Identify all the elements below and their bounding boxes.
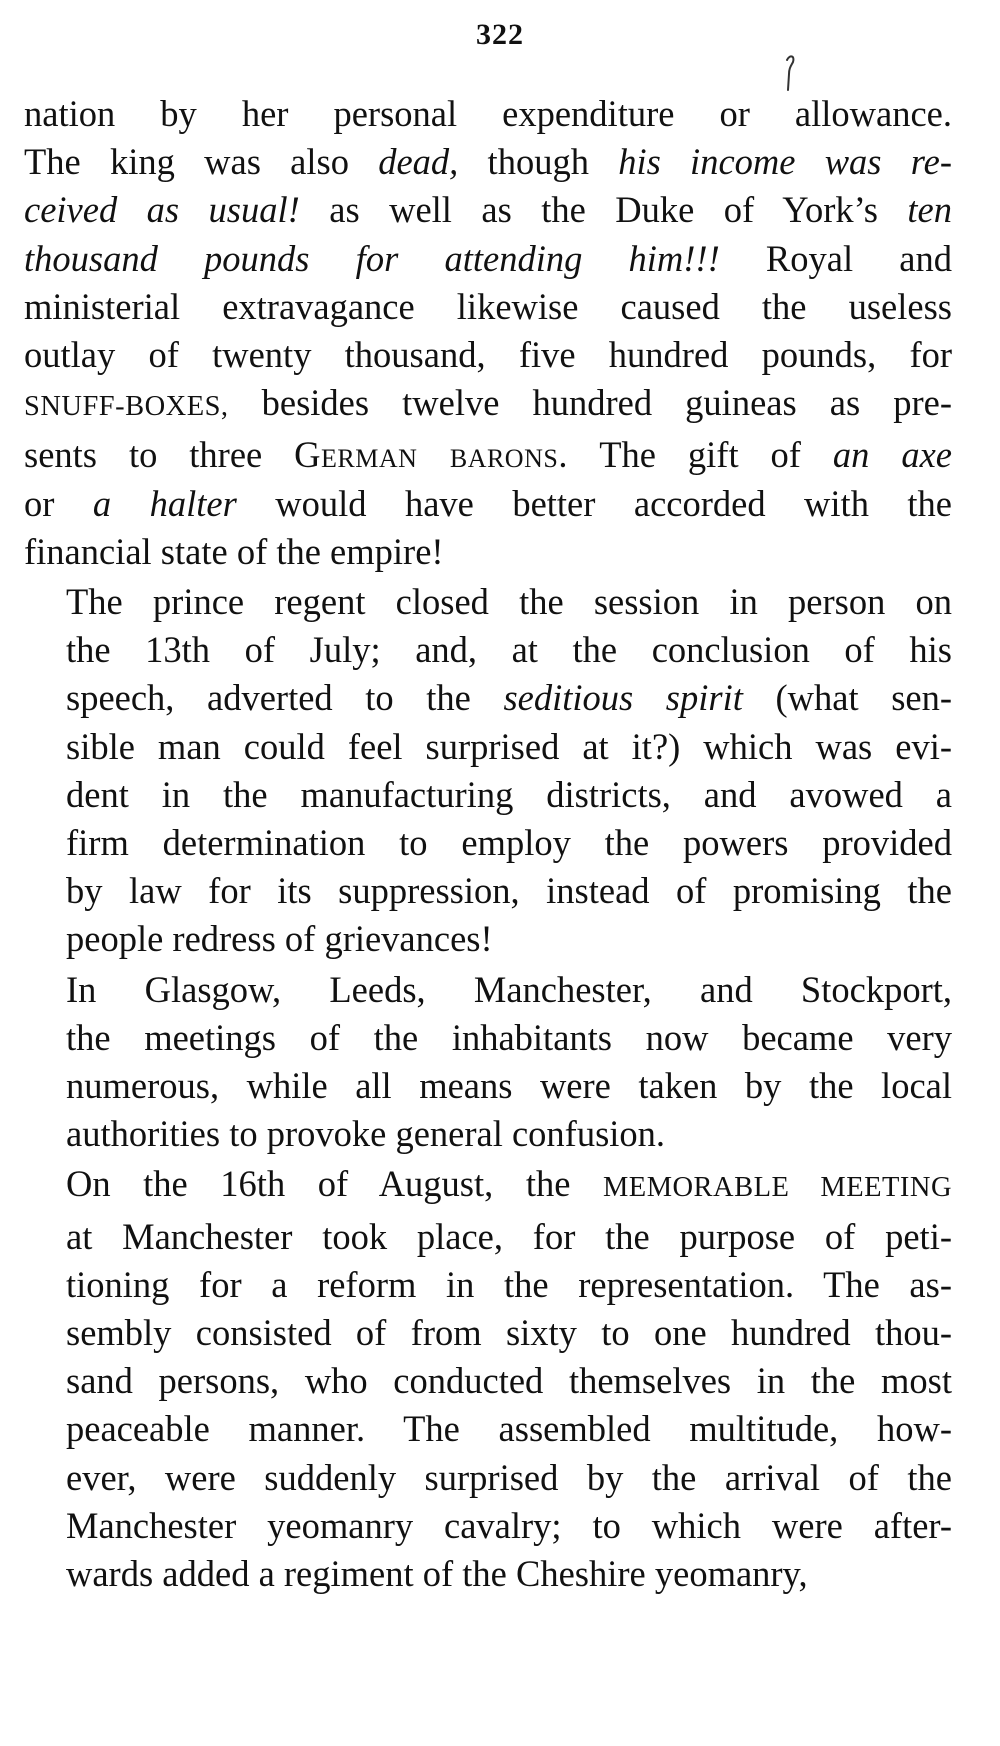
text-run: The gift of — [567, 434, 833, 476]
text-line — [24, 283, 952, 331]
text-line — [24, 674, 952, 722]
text-line — [24, 1160, 952, 1212]
small-caps-text: MEMORABLE MEETING — [602, 1172, 953, 1204]
text-line — [24, 1550, 952, 1598]
text-run: sembly consisted of from sixty to one hundred thou- — [66, 1312, 952, 1354]
text-line — [24, 915, 952, 963]
text-run: dent in the manufacturing districts, and avowed a — [66, 773, 952, 815]
text-line — [24, 1213, 952, 1261]
text-line — [24, 867, 952, 915]
paragraph — [24, 90, 952, 576]
text-run: peaceable manner. The assembled multitude, how- — [66, 1408, 952, 1450]
text-run: ministerial extravagance likewise caused the useless — [24, 285, 952, 327]
text-run: On the 16th of August, the — [66, 1163, 603, 1205]
paragraph — [24, 578, 952, 964]
text-line — [24, 771, 952, 819]
text-line — [24, 966, 952, 1014]
text-line — [24, 1014, 952, 1062]
text-run: ever, were suddenly surprised by the arrival of the — [66, 1456, 952, 1498]
text-run: Royal and — [719, 237, 952, 279]
text-run: The prince regent closed the session in person on — [66, 581, 952, 623]
italic-text: his income was re- — [618, 141, 952, 183]
text-run: though — [458, 141, 619, 183]
text-line — [24, 1062, 952, 1110]
text-run: firm determination to employ the powers provided — [66, 822, 952, 864]
text-line — [24, 528, 952, 576]
text-run: speech, adverted to the — [66, 677, 504, 719]
text-run: people redress of grievances! — [66, 918, 493, 960]
italic-text: ceived as usual! — [24, 189, 300, 231]
text-line — [24, 431, 952, 479]
small-caps-text: German barons. — [294, 434, 568, 476]
text-line — [24, 480, 952, 528]
text-run: In Glasgow, Leeds, Manchester, and Stockport, — [66, 968, 952, 1010]
text-line — [24, 1261, 952, 1309]
paragraph — [24, 966, 952, 1159]
paragraph — [24, 1160, 952, 1598]
page-number: 322 — [476, 18, 524, 51]
text-run: The king was also — [24, 141, 379, 183]
text-run: the meetings of the inhabitants now became very — [66, 1016, 952, 1058]
text-run: the 13th of July; and, at the conclusion of his — [66, 629, 952, 671]
text-line — [24, 90, 952, 138]
text-run: as well as the Duke of York’s — [299, 189, 908, 231]
text-line — [24, 1454, 952, 1502]
body-text — [24, 90, 952, 1598]
text-run: or — [24, 482, 93, 524]
text-run: tioning for a reform in the representation. The as- — [66, 1263, 952, 1305]
text-line — [24, 379, 952, 431]
text-run: besides twelve hundred guineas as pre- — [228, 382, 952, 424]
text-run: outlay of twenty thousand, five hundred pounds, for — [24, 334, 952, 376]
small-caps-text: SNUFF-BOXES, — [24, 391, 229, 423]
text-run: authorities to provoke general confusion. — [66, 1113, 666, 1155]
text-line — [24, 138, 952, 186]
text-run: nation by her personal expenditure or allowance. — [24, 93, 952, 134]
text-line — [24, 186, 952, 234]
text-line — [24, 1405, 952, 1453]
text-line — [24, 235, 952, 283]
italic-text: ten — [907, 189, 952, 231]
italic-text: seditious spirit — [503, 677, 743, 719]
italic-text: thousand pounds for attending him!!! — [24, 237, 720, 279]
text-run: Manchester yeomanry cavalry; to which were after- — [66, 1504, 952, 1546]
text-line — [24, 1357, 952, 1405]
text-run: sand persons, who conducted themselves in the most — [66, 1360, 952, 1402]
text-run: would have better accorded with the — [236, 482, 952, 524]
text-run: by law for its suppression, instead of promising the — [66, 870, 952, 912]
text-line — [24, 819, 952, 867]
text-run: sents to three — [24, 434, 295, 476]
text-line — [24, 331, 952, 379]
text-line — [24, 1502, 952, 1550]
text-run: at Manchester took place, for the purpose of peti- — [66, 1215, 952, 1257]
text-run: numerous, while all means were taken by the local — [66, 1065, 952, 1107]
text-run: sible man could feel surprised at it?) which was evi- — [66, 725, 952, 767]
text-run: wards added a regiment of the Cheshire yeomanry, — [66, 1553, 808, 1595]
italic-text: a halter — [92, 482, 237, 524]
text-line — [24, 1309, 952, 1357]
text-run: (what sen- — [742, 677, 953, 719]
text-line — [24, 723, 952, 771]
italic-text: dead, — [378, 141, 459, 183]
text-line — [24, 578, 952, 626]
text-line — [24, 626, 952, 674]
text-line — [24, 1110, 952, 1158]
pencil-mark-icon — [783, 52, 797, 92]
text-run: financial state of the empire! — [24, 530, 444, 572]
italic-text: an axe — [832, 434, 952, 476]
